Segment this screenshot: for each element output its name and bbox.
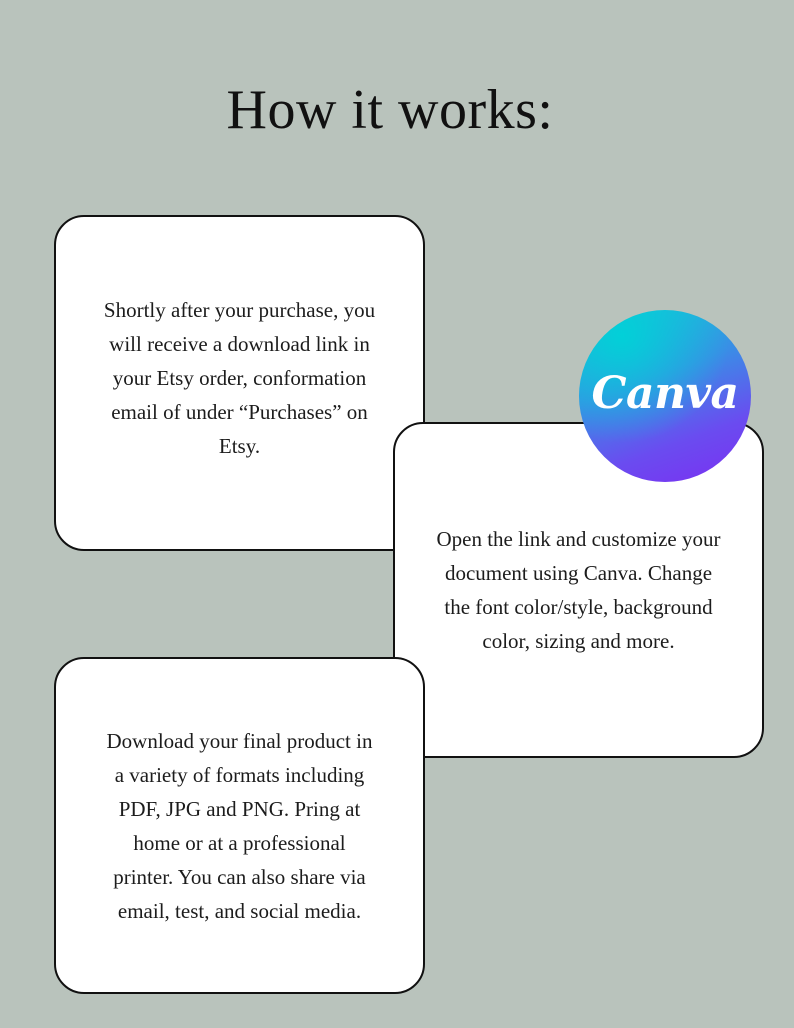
step-card-customize bbox=[393, 422, 764, 758]
step-3-text: Download your final product in a variety of formats including PDF, JPG and PNG. Pring at home or at a professional printer. You can also share via email, test, and social media. bbox=[106, 728, 373, 923]
step-2-text: Open the link and customize your document using Canva. Change the font color/style, background color, sizing and more. bbox=[436, 527, 721, 653]
step-card-download-final bbox=[54, 657, 425, 994]
step-1-text: Shortly after your purchase, you will receive a download link in your Etsy order, conformation email of under “Purchases” on Etsy. bbox=[103, 298, 376, 458]
page-title: How it works: bbox=[226, 79, 554, 141]
canva-logo-icon bbox=[579, 310, 751, 482]
canva-logo-text: Canva bbox=[591, 367, 739, 419]
step-card-download-link bbox=[54, 215, 425, 551]
